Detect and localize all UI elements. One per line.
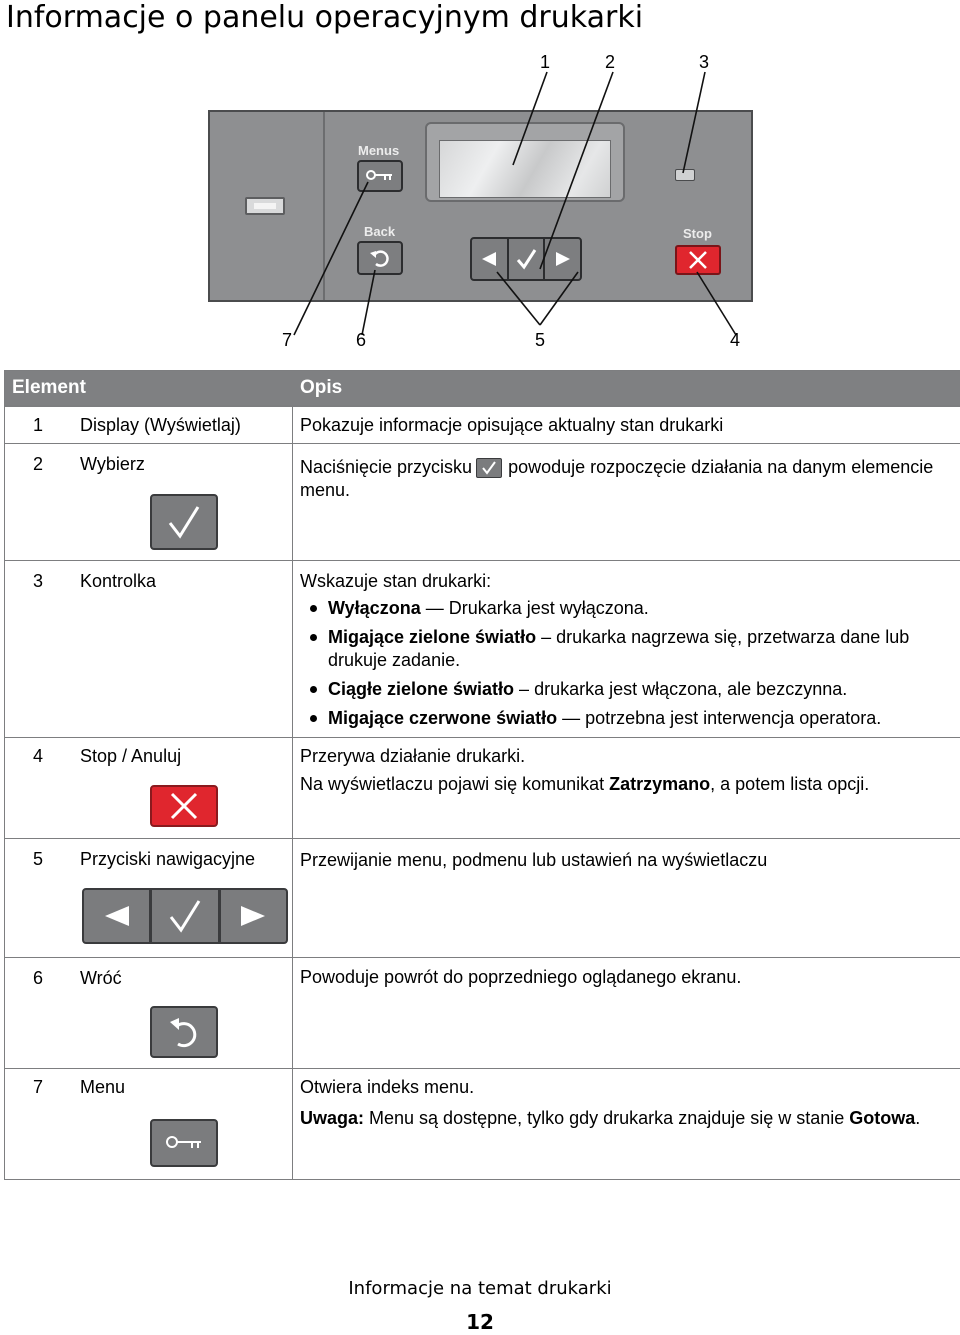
- footer-section: Informacje na temat drukarki: [348, 1278, 612, 1299]
- panel-diagram: [0, 40, 960, 360]
- list-item: Migające zielone światło – drukarka nagrzewa się, przetwarza dane lub drukuje zadanie.: [300, 626, 960, 672]
- table-row: [5, 1068, 960, 1179]
- row-desc: Pokazuje informacje opisujące aktualny stan drukarki: [300, 415, 724, 435]
- header-opis: Opis: [300, 377, 343, 398]
- page-title: Informacje o panelu operacyjnym drukarki: [6, 0, 644, 35]
- key-icon: [164, 1133, 204, 1153]
- table-row: [5, 957, 960, 1068]
- list-item: Migające czerwone światło — potrzebna jest interwencja operatora.: [300, 707, 960, 730]
- menus-label: Menus: [358, 143, 400, 158]
- row-element: Stop / Anuluj: [80, 746, 182, 766]
- callout-1: 1: [540, 52, 551, 72]
- stop-key-image: [150, 785, 218, 827]
- list-item: Wyłączona — Drukarka jest wyłączona.: [300, 597, 960, 620]
- note: Uwaga: Menu są dostępne, tylko gdy drukarka znajduje się w stanie Gotowa.: [300, 1108, 921, 1128]
- stop-label: Stop: [683, 226, 712, 241]
- row-desc: Przerywa działanie drukarki. Na wyświetlaczu pojawi się komunikat Zatrzymano, a potem lista opcji.: [300, 746, 870, 794]
- row-number: 3: [33, 571, 44, 591]
- row-number: 4: [33, 746, 44, 766]
- table-row: [5, 737, 960, 838]
- header-element: Element: [12, 377, 86, 398]
- list-item: Ciągłe zielone światło – drukarka jest włączona, ale bezczynna.: [300, 678, 960, 701]
- table-header: [5, 371, 960, 406]
- table-row: [5, 406, 960, 443]
- close-icon: [169, 791, 199, 821]
- row-desc: Wskazuje stan drukarki: Wyłączona — Drukarka jest wyłączona. Migające zielone światło – drukarka nagrzewa się, przetwarza dane lub drukuje zadanie. Ciągłe zielone światło – drukarka jest włączona, ale bezczynna. Migające czerwone światło — potrzebna jest interwencja operatora.: [293, 561, 960, 737]
- callout-2: 2: [605, 52, 616, 72]
- row-number: 5: [33, 849, 44, 869]
- callout-7: 7: [282, 330, 293, 350]
- check-icon: [168, 899, 202, 933]
- right-arrow-icon: [238, 904, 268, 928]
- row-element: Przyciski nawigacyjne: [80, 849, 256, 869]
- left-arrow-icon: [102, 904, 132, 928]
- row-number: 1: [33, 415, 44, 435]
- row-element: Kontrolka: [80, 571, 157, 591]
- back-key-image: [150, 1006, 218, 1058]
- page-number: 12: [466, 1310, 494, 1334]
- table-row: [5, 443, 960, 560]
- back-label: Back: [364, 224, 396, 239]
- table-row: [5, 560, 960, 737]
- row-number: 2: [33, 454, 44, 474]
- callout-6: 6: [356, 330, 367, 350]
- nav-keys-image: [82, 888, 288, 944]
- row-number: 7: [33, 1077, 44, 1097]
- row-desc: Powoduje powrót do poprzedniego oglądanego ekranu.: [300, 967, 742, 987]
- callout-5: 5: [535, 330, 546, 350]
- back-arrow-icon: [164, 1012, 204, 1052]
- row-element: Menu: [80, 1077, 126, 1097]
- callout-3: 3: [699, 52, 710, 72]
- status-list: [300, 597, 960, 730]
- row-element: Wróć: [80, 968, 122, 988]
- row-number: 6: [33, 968, 44, 988]
- callout-4: 4: [730, 330, 741, 350]
- table-row: [5, 838, 960, 957]
- select-key-image: [150, 494, 218, 550]
- inline-check-icon: [476, 458, 502, 478]
- row-desc: Otwiera indeks menu. Uwaga: Menu są dostępne, tylko gdy drukarka znajduje się w stanie Gotowa.: [293, 1069, 960, 1179]
- check-icon: [167, 505, 201, 539]
- row-desc: Naciśnięcie przycisku powoduje rozpoczęcie działania na danym elemencie menu.: [300, 457, 934, 500]
- leader-lines: [0, 40, 960, 360]
- row-desc: Przewijanie menu, podmenu lub ustawień na wyświetlaczu: [300, 850, 768, 870]
- menu-key-image: [150, 1119, 218, 1167]
- element-table: [4, 370, 960, 1180]
- row-element: Display (Wyświetlaj): [80, 415, 241, 435]
- row-element: Wybierz: [80, 454, 145, 474]
